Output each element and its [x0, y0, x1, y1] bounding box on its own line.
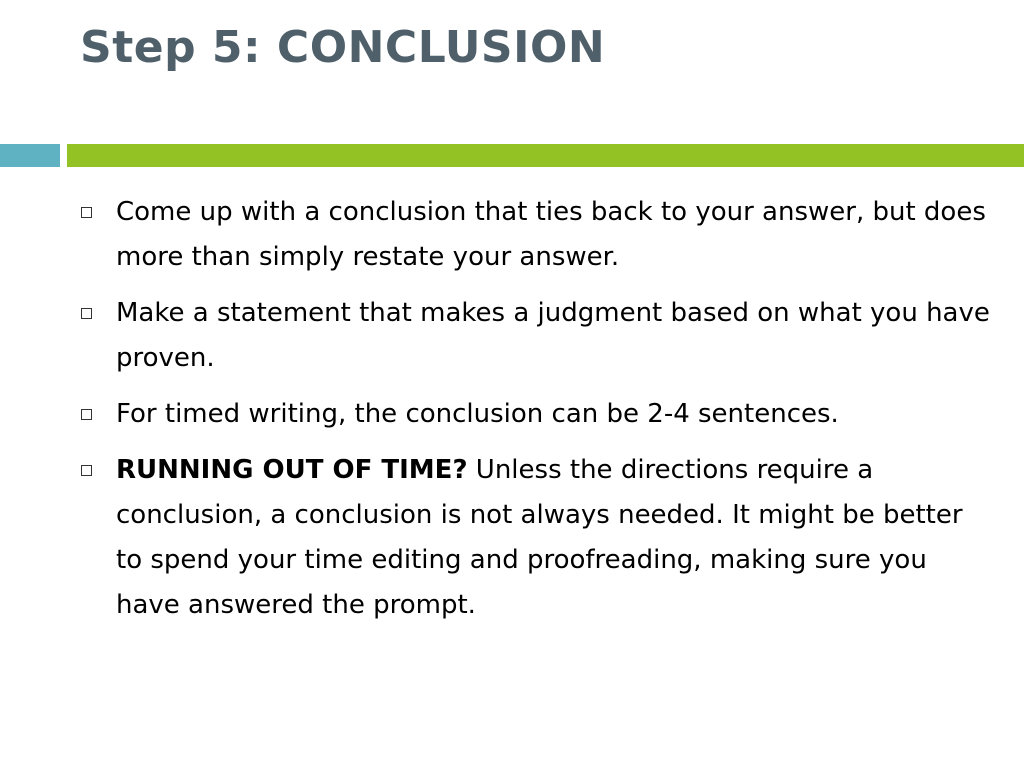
square-bullet-icon	[81, 409, 92, 420]
bullet-emphasis: RUNNING OUT OF TIME?	[116, 455, 468, 485]
bullet-text: Make a statement that makes a judgment based on what you have proven.	[116, 298, 990, 373]
bullet-text: Come up with a conclusion that ties back to your answer, but does more than simply restate your answer.	[116, 197, 986, 272]
bullet-item	[80, 291, 990, 381]
square-bullet-icon	[81, 207, 92, 218]
bullet-text: For timed writing, the conclusion can be 2-4 sentences.	[116, 399, 839, 429]
bullet-text: Unless the directions require a conclusion, a conclusion is not always needed. It might be better to spend your time editing and proofreading, making sure you have answered the prompt.	[116, 455, 963, 620]
square-bullet-icon	[81, 308, 92, 319]
square-bullet-icon	[81, 465, 92, 476]
title-rule-accent-right	[67, 144, 1024, 167]
bullet-item	[80, 190, 990, 280]
bullet-item	[80, 448, 990, 628]
slide-title: Step 5: CONCLUSION	[80, 22, 606, 73]
bullet-item	[80, 392, 990, 437]
title-rule-accent-left	[0, 144, 60, 167]
bullet-list	[80, 190, 990, 639]
